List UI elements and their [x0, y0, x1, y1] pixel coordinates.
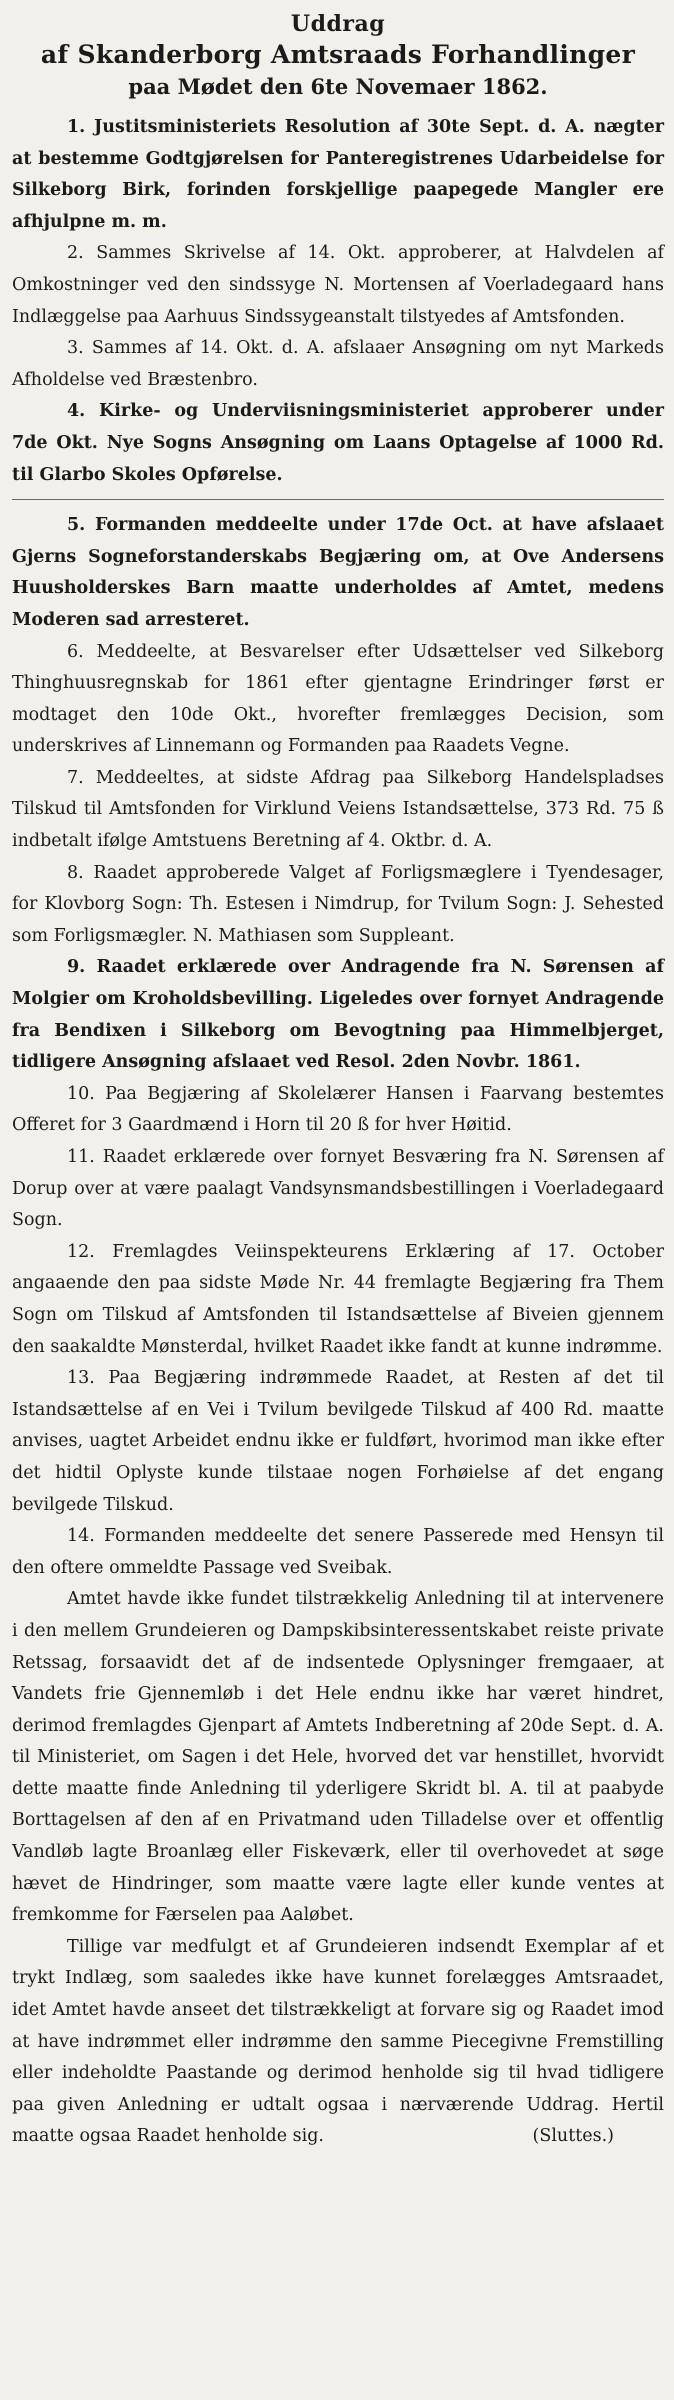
item-paragraph-4: 4. Kirke- og Underviisningsministeriet approberer under 7de Okt. Nye Sogns Ansøgning om Laans Optagelse af 1000 Rd. til Glarbo Skoles Opførelse.	[12, 401, 664, 485]
article-title: Uddrag	[290, 11, 386, 37]
section-ministry-items	[12, 112, 664, 491]
item-paragraph-9: 9. Raadet erklærede over Andragende fra N. Sørensen af Molgier om Kroholdsbevilling. Ligeledes over fornyet Andragende fra Bendixen i Silkeborg om Bevogtning paa Himmelbjerget, tidligere Ansøgning afslaaet ved Resol. 2den Novbr. 1861.	[12, 957, 664, 1073]
section-divider	[12, 499, 664, 500]
item-paragraph-2: 2. Sammes Skrivelse af 14. Okt. approberer, at Halvdelen af Omkostninger ved den sindssyge N. Mortensen af Voerladegaard hans Indlæggelse paa Aarhuus Sindssygeanstalt tilstyedes af Amtsfonden.	[12, 243, 664, 327]
article-subtitle: af Skanderborg Amtsraads Forhandlinger	[40, 40, 636, 69]
item-paragraph-5: 5. Formanden meddeelte under 17de Oct. at have afslaaet Gjerns Sogneforstanderskabs Begjæring om, at Ove Andersens Huusholderskes Barn maatte underholdes af Amtet, medens Moderen sad arresteret.	[12, 515, 664, 630]
item-paragraph-13: 13. Paa Begjæring indrømmede Raadet, at Resten af det til Istandsættelse af en Vei i Tvilum bevilgede Tilskud af 400 Rd. maatte anvises, uagtet Arbeidet endnu ikke er fuldført, hvorimod man ikke efter det hidtil Oplyste kunde tilstaae nogen Forhøielse af det engang bevilgede Tilskud.	[12, 1368, 664, 1515]
item-paragraph-12: 12. Fremlagdes Veiinspekteurens Erklæring af 17. October angaaende den paa sidste Møde Nr. 44 fremlagte Begjæring fra Them Sogn om Tilskud af Amtsfonden til Istandsættelse af Biveien gjennem den saakaldte Mønsterdal, hvilket Raadet ikke fandt at kunne indrømme.	[12, 1241, 664, 1357]
item-paragraph-7: 7. Meddeeltes, at sidste Afdrag paa Silkeborg Handelspladses Tilskud til Amtsfonden for Virklund Veiens Istandsættelse, 373 Rd. 75 ß indbetalt ifølge Amtstuens Beretning af 4. Oktbr. d. A.	[12, 767, 664, 852]
item-paragraph-1: 1. Justitsministeriets Resolution af 30te Sept. d. A. nægter at bestemme Godtgjørelsen for Panteregistrenes Udarbeidelse for Silkeborg Birk, forinden forskjellige paapegede Mangler ere afhjulpne m. m.	[12, 117, 664, 232]
item-paragraph-14-continuation-1: Amtet havde ikke fundet tilstrækkelig Anledning til at intervenere i den mellem Grundeieren og Dampskibsinteressentskabet reiste private Retssag, forsaavidt det af de indsentede Oplysninger fremgaaer, at Vandets frie Gjennemløb i det Hele endnu ikke har været hindret, derimod fremlagdes Gjenpart af Amtets Indberetning af 20de Sept. d. A. til Ministeriet, om Sagen i det Hele, hvorved det var henstillet, hvorvidt dette maatte finde Anledning til yderligere Skridt bl. A. til at paabyde Borttagelsen af den af en Privatmand uden Tilladelse over et offentlig Vandløb lagte Broanlæg eller Fiskeværk, eller til overhovedet at søge hævet de Hindringer, som maatte være lagte eller kunde ventes at fremkomme for Færselen paa Aaløbet.	[12, 1589, 664, 1926]
item-paragraph-14: 14. Formanden meddeelte det senere Passerede med Hensyn til den oftere ommeldte Passage ved Sveibak.	[12, 1526, 664, 1578]
continued-note: (Sluttes.)	[532, 2126, 614, 2147]
section-chairman-items	[12, 510, 664, 2153]
item-paragraph-14-continuation-2: Tillige var medfulgt et af Grundeieren indsendt Exemplar af et trykt Indlæg, som saaledes ikke have kunnet forelægges Amtsraadet, idet Amtet havde anseet det tilstrækkeligt at forvare sig og Raadet imod at have indrømmet eller indrømme den samme Piecegivne Fremstilling eller indeholdte Paastande og derimod henholde sig til hvad tidligere paa given Anledning er udtalt ogsaa i nærværende Uddrag. Hertil maatte ogsaa Raadet henholde sig.	[12, 1936, 664, 2147]
article-header	[12, 10, 664, 102]
item-paragraph-10: 10. Paa Begjæring af Skolelærer Hansen i Faarvang bestemtes Offeret for 3 Gaardmænd i Horn til 20 ß for hver Høitid.	[12, 1083, 664, 1136]
item-paragraph-8: 8. Raadet approberede Valget af Forligsmæglere i Tyendesager, for Klovborg Sogn: Th. Estesen i Nimdrup, for Tvilum Sogn: J. Sehested som Forligsmægler. N. Mathiasen som Suppleant.	[12, 862, 664, 946]
item-paragraph-6: 6. Meddeelte, at Besvarelser efter Udsættelser ved Silkeborg Thinghuusregnskab for 1861 efter gjentagne Erindringer først er modtaget den 10de Okt., hvorefter fremlægges Decision, som underskrives af Linnemann og Formanden paa Raadets Vegne.	[12, 641, 664, 757]
item-paragraph-11: 11. Raadet erklærede over fornyet Besværing fra N. Sørensen af Dorup over at være paalagt Vandsynsmandsbestillingen i Voerladegaard Sogn.	[12, 1147, 664, 1231]
meeting-date-line: paa Mødet den 6te Novemaer 1862.	[128, 74, 548, 99]
item-paragraph-3: 3. Sammes af 14. Okt. d. A. afslaaer Ansøgning om nyt Markeds Afholdelse ved Bræstenbro.	[12, 338, 664, 390]
